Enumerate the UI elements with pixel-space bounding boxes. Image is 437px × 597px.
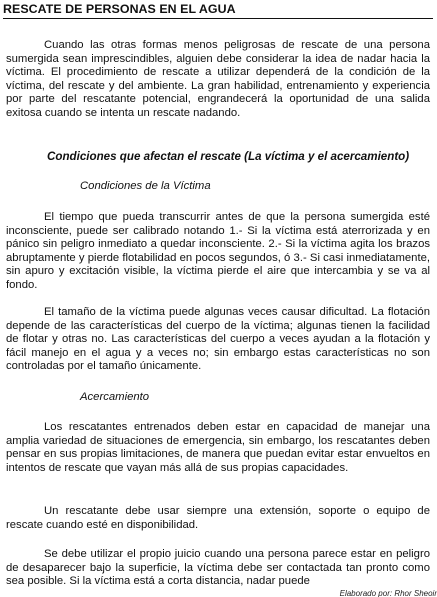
paragraph-juicio: Se debe utilizar el propio juicio cuando una persona parece estar en peligro de desaparecer bajo la superficie, la víctima debe ser contactada tan pronto como sea posible. Si la víctima está a corta distancia, nadar puede	[6, 548, 430, 588]
title-underline	[3, 18, 433, 19]
paragraph-tamano: El tamaño de la víctima puede algunas veces causar dificultad. La flotación depende de las características del cuerpo de la víctima; algunas tienen la facilidad de flotar y otras no. Las características del cuerpo a veces ayudan a la flotación y fácil manejo en el agua y a veces no; sin embargo estas características no son controladas por el tamaño únicamente.	[6, 306, 430, 373]
paragraph-tiempo: El tiempo que pueda transcurrir antes de que la persona sumergida esté inconsciente, puede ser calibrado notando 1.- Si la víctima está aterrorizada y en pánico sin peligro inmediato a quedar inconsciente. 2.- Si la víctima agita los brazos abruptamente y pierde flotabilidad en pocos segundos, ó 3.- Si casi inmediatamente, sin apuro y excitación visible, la víctima pierde el aire que intercambia y se va al fondo.	[6, 211, 430, 291]
paragraph-extension: Un rescatante debe usar siempre una extensión, soporte o equipo de rescate cuando esté en disponibilidad.	[6, 505, 430, 531]
document-title: RESCATE DE PERSONAS EN EL AGUA	[3, 2, 236, 16]
heading-condiciones-rescate: Condiciones que afectan el rescate (La víctima y el acercamiento)	[47, 150, 410, 163]
paragraph-rescatantes: Los rescatantes entrenados deben estar en capacidad de manejar una amplia variedad de situaciones de emergencia, sin embargo, los rescatantes deben pensar en sus propias limitaciones, de manera que puedan evitar estar envueltos en intentos de rescate que vayan más allá de sus propias capacidades.	[6, 421, 430, 474]
paragraph-intro: Cuando las otras formas menos peligrosas de rescate de una persona sumergida sean imprescindibles, alguien debe considerar la idea de nadar hacia la víctima. El procedimiento de rescate a utilizar dependerá de la condición de la víctima, del rescate y del ambiente. La gran habilidad, entrenamiento y experiencia por parte del rescatante potencial, engrandecerá la oportunidad de una salida exitosa cuando se intenta un rescate nadando.	[6, 39, 430, 119]
heading-acercamiento: Acercamiento	[80, 391, 150, 403]
page-footer: Elaborado por: Rhor Sheoir	[339, 589, 437, 597]
heading-condiciones-victima: Condiciones de la Víctima	[80, 180, 211, 192]
